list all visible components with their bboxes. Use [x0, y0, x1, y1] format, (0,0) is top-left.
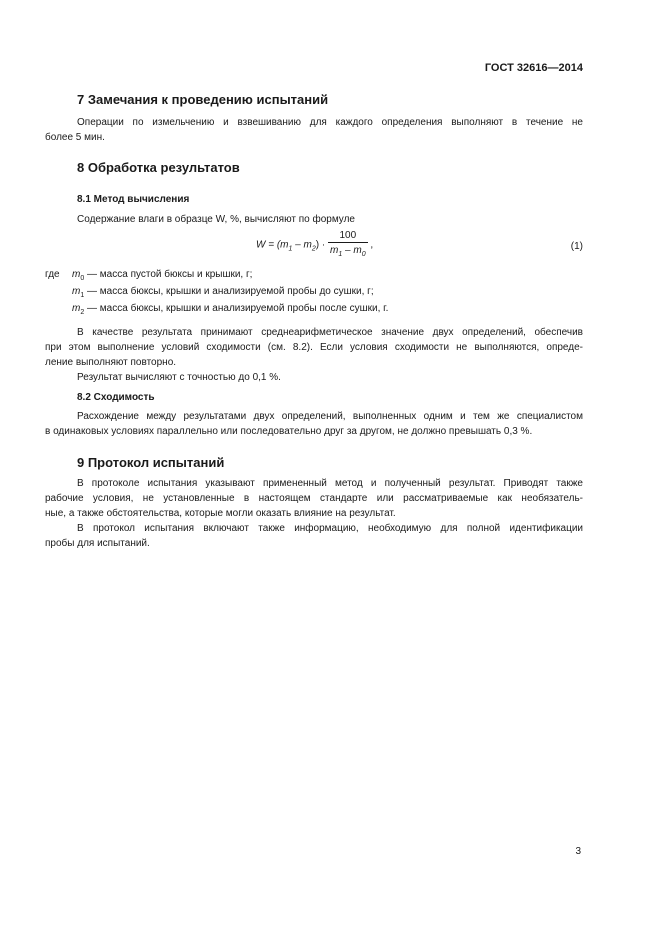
formula-sub: 1 [288, 245, 293, 253]
where-m0: $m_0$ — масса пустой бюксы и крышки, г; [72, 269, 253, 282]
formula-lhs: W = (m [256, 239, 289, 251]
text-line: в одинаковых условиях параллельно или последовательно друг за другом, не должно превышать 0,3 %. [45, 426, 533, 437]
formula-fraction [328, 229, 368, 261]
text-line: В качестве результата принимают среднеарифметическое значение двух определений, обеспечив [77, 327, 583, 338]
text-line: Операции по измельчению и взвешиванию для каждого определения выполняют в течение не [77, 117, 583, 128]
formula-tail: , [370, 239, 374, 251]
section-8-title: 8 Обработка результатов [77, 160, 240, 175]
text-line: Расхождение между результатами двух определений, выполненных одним и тем же специалистом [77, 411, 583, 422]
repeatability-paragraph [45, 409, 583, 439]
text-line: Результат вычисляют с точностью до 0,1 %. [77, 372, 281, 383]
formula-mid: – m [292, 239, 312, 251]
section-7-text [45, 115, 583, 145]
formula-number: (1) [570, 241, 583, 252]
text-line: рабочие условия, не установленные в настоящем стандарте или рассматриваемые как необязатель- [45, 493, 583, 504]
text-line: ные, а также обстоятельства, которые могли оказать влияние на результат. [45, 508, 396, 519]
section-9-title: 9 Протокол испытаний [77, 455, 225, 470]
document-id: ГОСТ 32616—2014 [484, 62, 583, 74]
text-line: более 5 мин. [45, 132, 105, 143]
formula-rhs: ) · [315, 239, 326, 251]
formula-sub: 2 [311, 245, 316, 253]
section-7-title: 7 Замечания к проведению испытаний [77, 92, 329, 107]
protocol-paragraph [45, 476, 583, 551]
result-paragraph [45, 325, 583, 385]
page-number: 3 [575, 846, 581, 857]
formula-intro: Содержание влаги в образце W, %, вычисляют по формуле [77, 214, 355, 225]
text-line: В протокол испытания включают также информацию, необходимую для полной идентификации [77, 523, 583, 534]
where-label: где [45, 269, 60, 280]
text-line: ление выполняют повторно. [45, 357, 177, 368]
subsection-8-1-title: 8.1 Метод вычисления [77, 194, 190, 205]
text-line: при этом выполнение условий сходимости (см. 8.2). Если условия сходимости не выполняются, опреде- [45, 342, 583, 353]
subsection-8-2-title: 8.2 Сходимость [77, 392, 155, 403]
where-m2: $m_2$ — масса бюксы, крышки и анализируемой пробы после сушки, г. [72, 303, 389, 316]
formula [256, 229, 373, 261]
fraction-numerator: 100 [339, 230, 357, 241]
fraction-denominator: $m_1 - m_0$ [328, 242, 368, 261]
where-m1: $m_1$ — масса бюксы, крышки и анализируемой пробы до сушки, г; [72, 286, 374, 299]
text-line: пробы для испытаний. [45, 538, 150, 549]
text-line: В протоколе испытания указывают примененный метод и полученный результат. Приводят также [77, 478, 583, 489]
